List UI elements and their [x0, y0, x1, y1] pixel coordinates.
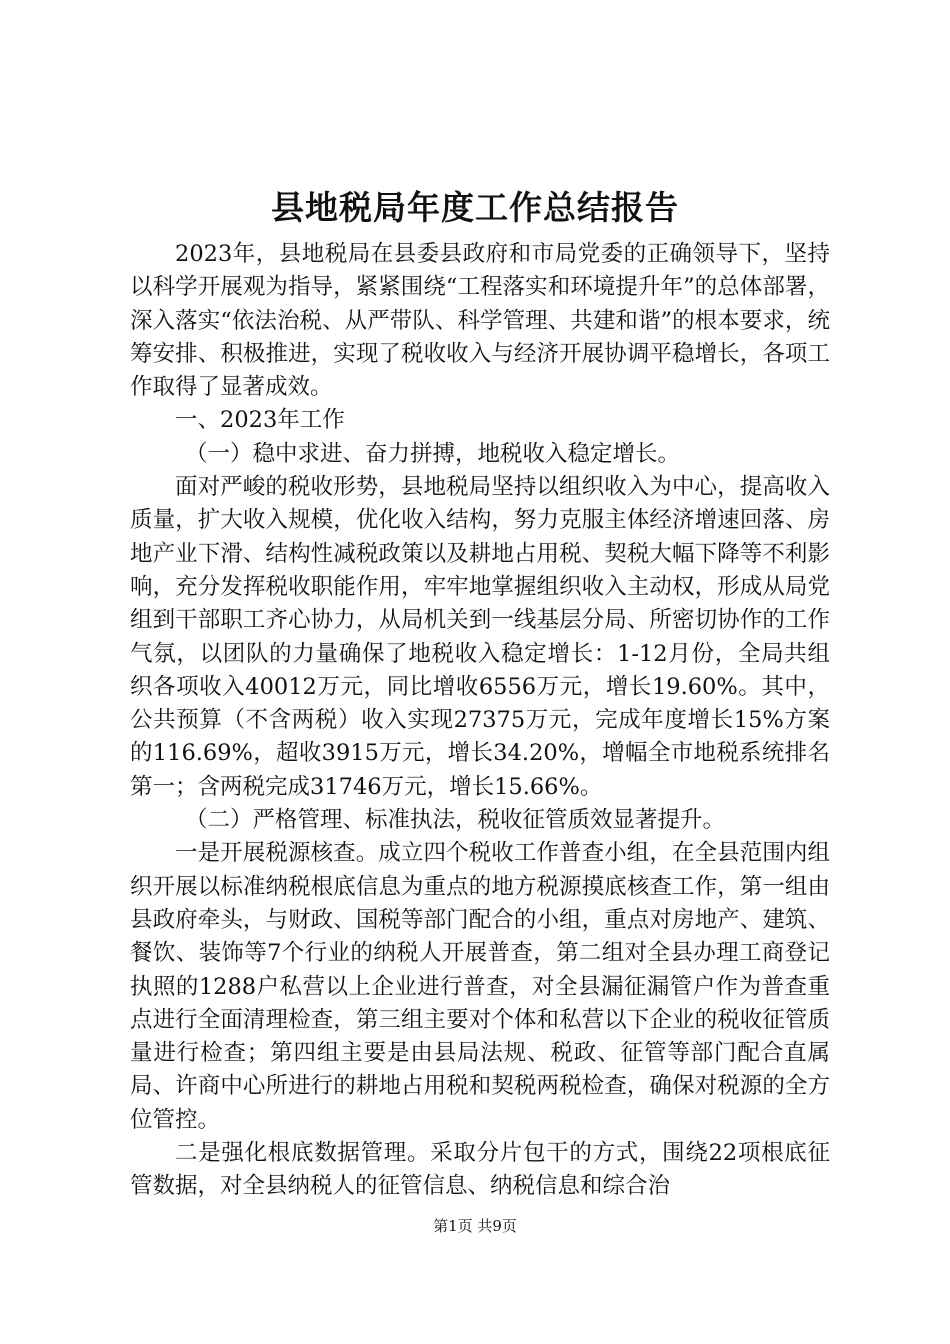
paragraph-revenue: 面对严峻的税收形势，县地税局坚持以组织收入为中心，提高收入质量，扩大收入规模，优化收入结构，努力克服主体经济增速回落、房地产业下滑、结构性减税政策以及耕地占用税、契税大幅下降等不利影响，充分发挥税收职能作用，牢牢地掌握组织收入主动权，形成从局党组到干部职工齐心协力，从局机关到一线基层分局、所密切协作的工作气氛，以团队的力量确保了地税收入稳定增长：1-12月份，全局共组织各项收入40012万元，同比增收6556万元，增长19.60%。其中，公共预算（不含两税）收入实现27375万元，完成年度增长15%方案的116.69%，超收3915万元，增长34.20%，增幅全市地税系统排名第一；含两税完成31746万元，增长15.66%。	[130, 474, 830, 800]
document-title: 县地税局年度工作总结报告	[271, 188, 679, 227]
paragraph-tax-source-check: 一是开展税源核查。成立四个税收工作普查小组，在全县范围内组织开展以标准纳税根底信息为重点的地方税源摸底核查工作，第一组由县政府牵头，与财政、国税等部门配合的小组，重点对房地产、建筑、餐饮、装饰等7个行业的纳税人开展普查，第二组对全县办理工商登记执照的1288户私营以上企业进行普查，对全县漏征漏管户作为普查重点进行全面清理检查，第三组主要对个体和私营以下企业的税收征管质量进行检查；第四组主要是由县局法规、税政、征管等部门配合直属局、许商中心所进行的耕地占用税和契税两税检查，确保对税源的全方位管控。	[130, 840, 830, 1133]
page-footer: 第1页 共9页	[433, 1217, 517, 1235]
paragraph-data-management: 二是强化根底数据管理。采取分片包干的方式，围绕22项根底征管数据，对全县纳税人的征管信息、纳税信息和综合治	[130, 1140, 830, 1200]
subsection-heading-management: （二）严格管理、标准执法，税收征管质效显著提升。	[185, 807, 726, 834]
subsection-heading-revenue: （一）稳中求进、奋力拼搏，地税收入稳定增长。	[185, 440, 681, 467]
section-heading-work: 一、2023年工作	[175, 407, 345, 434]
document-body	[130, 238, 830, 1204]
paragraph-intro: 2023年，县地税局在县委县政府和市局党委的正确领导下，坚持以科学开展观为指导，紧紧围绕“工程落实和环境提升年”的总体部署，深入落实“依法治税、从严带队、科学管理、共建和谐”的根本要求，统筹安排、积极推进，实现了税收收入与经济开展协调平稳增长，各项工作取得了显著成效。	[130, 241, 830, 401]
